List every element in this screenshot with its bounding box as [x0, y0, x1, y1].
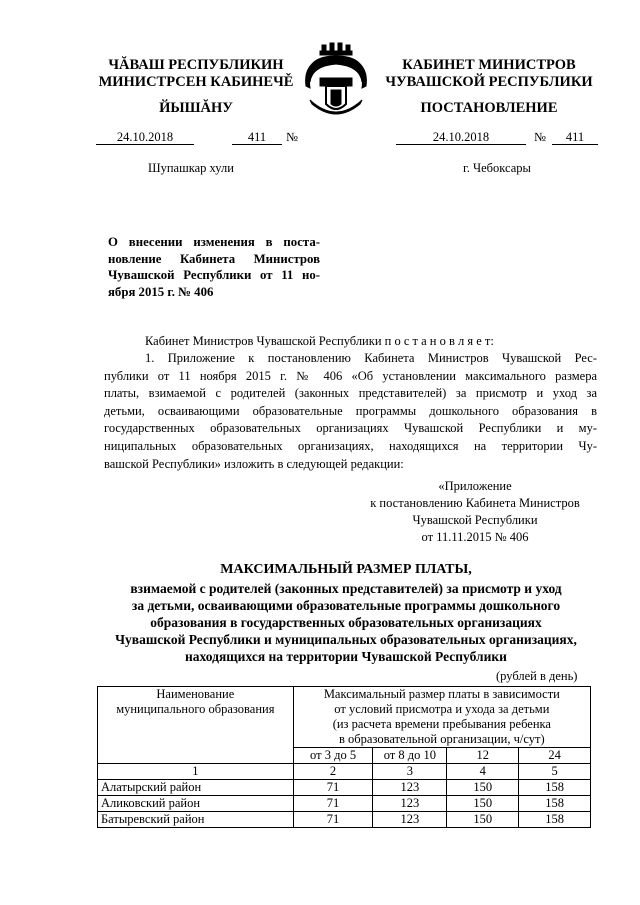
units-label: (рублей в день)	[496, 669, 578, 683]
col-municipality-header	[98, 687, 294, 764]
col1-line2: муниципального образования	[116, 702, 275, 716]
col2-line3: (из расчета времени пребывания ребенка	[332, 717, 551, 731]
table-number-row	[98, 764, 591, 780]
title-line4: образования в государственных образовательных организациях	[150, 615, 542, 630]
right-number: 411	[552, 130, 598, 145]
p1-line3: платы, взимаемой с родителей (законных представителей) за присмотр и уход за	[104, 386, 597, 401]
fee-cell: 150	[447, 812, 519, 828]
subject-block	[108, 234, 320, 300]
sub-header: 24	[519, 748, 591, 764]
column-number: 1	[98, 764, 294, 780]
sub-header: 12	[447, 748, 519, 764]
title-line2: взимаемой с родителей (законных представителей) за присмотр и уход	[130, 581, 562, 596]
fee-cell: 158	[519, 812, 591, 828]
appendix-line1: «Приложение	[438, 479, 512, 493]
table-row	[98, 780, 591, 796]
column-number: 2	[293, 764, 373, 780]
left-city: Шупашкар хули	[148, 161, 234, 175]
p1-line4: детьми, осваивающими образовательные программы дошкольного образования в	[104, 403, 597, 418]
title-line6: находящихся на территории Чувашской Республики	[185, 649, 507, 664]
right-number-sign: №	[534, 130, 546, 144]
fee-cell: 158	[519, 780, 591, 796]
municipality-name: Аликовский район	[98, 796, 294, 812]
header-left-line1: ЧĂВАШ РЕСПУБЛИКИН	[108, 57, 284, 73]
table-row	[98, 796, 591, 812]
right-date: 24.10.2018	[396, 130, 526, 145]
subject-line2: новление Кабинета Министров	[108, 251, 320, 266]
appendix-line3: Чувашской Республики	[412, 513, 538, 527]
header-right-line2: ЧУВАШСКОЙ РЕСПУБЛИКИ	[385, 74, 593, 90]
fee-cell: 71	[293, 812, 373, 828]
table-title	[96, 561, 596, 665]
sub-header: от 3 до 5	[293, 748, 373, 764]
municipality-name: Алатырский район	[98, 780, 294, 796]
title-line1: МАКСИМАЛЬНЫЙ РАЗМЕР ПЛАТЫ,	[220, 562, 472, 577]
table-row	[98, 812, 591, 828]
left-date: 24.10.2018	[96, 130, 194, 145]
subject-line3: Чувашской Республики от 11 но-	[108, 268, 320, 283]
fee-cell: 150	[447, 796, 519, 812]
column-number: 4	[447, 764, 519, 780]
p1-line6: ниципальных образовательных организациях, находящихся на территории Чу-	[104, 438, 597, 453]
col2-line4: в образовательной организации, ч/сут)	[339, 732, 545, 746]
appendix-block	[342, 478, 608, 546]
table-header-row	[98, 687, 591, 748]
col2-line2: от условий присмотра и ухода за детьми	[334, 702, 550, 716]
p1-line2: публики от 11 ноября 2015 г. № 406 «Об установлении максимального размера	[104, 368, 597, 383]
preamble: Кабинет Министров Чувашской Республики п о с т а н о в л я е т:	[145, 334, 494, 348]
title-line5: Чувашской Республики и муниципальных образовательных организациях,	[115, 632, 577, 647]
column-number: 3	[373, 764, 447, 780]
header-left-doc-type: ЙЫШĂНУ	[159, 100, 233, 116]
header-right-doc-type: ПОСТАНОВЛЕНИЕ	[420, 100, 558, 116]
appendix-line4: от 11.11.2015 № 406	[421, 530, 529, 544]
appendix-line2: к постановлению Кабинета Министров	[370, 496, 580, 510]
column-number: 5	[519, 764, 591, 780]
col2-line1: Максимальный размер платы в зависимости	[323, 687, 560, 701]
col-max-fee-header	[293, 687, 590, 748]
fee-cell: 123	[373, 796, 447, 812]
p1-line5: государственных образовательных организациях Чувашской Республики и му-	[104, 421, 597, 436]
p1-line1: 1. Приложение к постановлению Кабинета Министров Чувашской Рес-	[145, 351, 597, 365]
fee-cell: 123	[373, 780, 447, 796]
left-number: 411	[232, 130, 282, 145]
title-line3: за детьми, осваивающими образовательные программы дошкольного	[131, 598, 561, 613]
fee-cell: 150	[447, 780, 519, 796]
fee-cell: 158	[519, 796, 591, 812]
header-left	[96, 57, 296, 91]
header-right-line1: КАБИНЕТ МИНИСТРОВ	[402, 57, 576, 73]
header-left-line2: МИНИСТРСЕН КАБИНЕЧĚ	[98, 74, 294, 90]
left-number-sign: №	[286, 130, 298, 144]
coat-of-arms-emblem	[300, 42, 372, 122]
fee-cell: 71	[293, 780, 373, 796]
sub-header: от 8 до 10	[373, 748, 447, 764]
rates-table	[97, 686, 591, 828]
header-right	[376, 57, 602, 91]
municipality-name: Батыревский район	[98, 812, 294, 828]
paragraph-1	[104, 350, 597, 473]
subject-line1: О внесении изменения в поста-	[108, 235, 320, 249]
p1-line7: вашской Республики» изложить в следующей редакции:	[104, 456, 404, 471]
left-date-field	[96, 130, 194, 145]
fee-cell: 123	[373, 812, 447, 828]
right-city: г. Чебоксары	[463, 161, 531, 175]
subject-line4: ября 2015 г. № 406	[108, 284, 214, 299]
col1-line1: Наименование	[156, 687, 235, 701]
fee-cell: 71	[293, 796, 373, 812]
